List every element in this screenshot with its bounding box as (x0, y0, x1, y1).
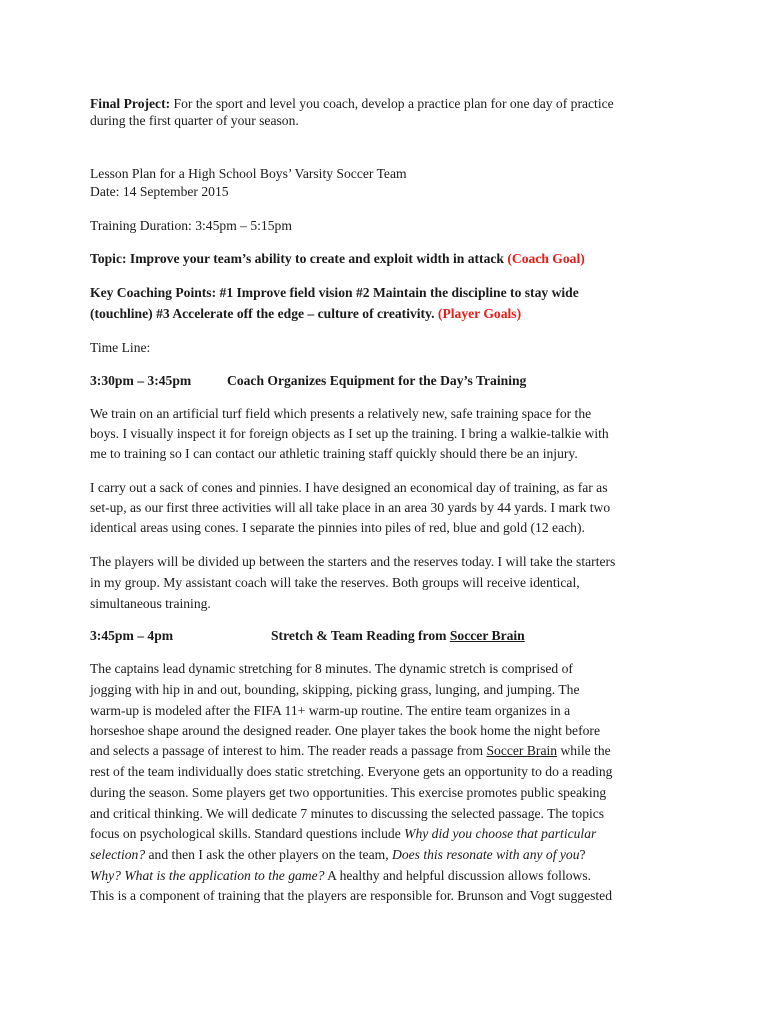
para4-line-7: during the season. Some players get two opportunities. This exercise promotes public speaking (90, 785, 607, 800)
para4-line-10-text: and then I ask the other players on the team, (145, 847, 392, 862)
key-points-text: (touchline) #3 Accelerate off the edge – culture of creativity. (90, 306, 438, 321)
final-project-label: Final Project: (90, 96, 171, 111)
para4-line-9-text: focus on psychological skills. Standard questions include (90, 826, 405, 841)
para4-line-5 (90, 743, 611, 759)
section-heading-2 (90, 628, 525, 644)
para4-line-5-text: and selects a passage of interest to him. The reader reads a passage from (90, 743, 487, 758)
para4-line-8: and critical thinking. We will dedicate 7 minutes to discussing the selected passage. The topics (90, 806, 605, 821)
para4-line-6: rest of the team individually does static stretching. Everyone gets an opportunity to do a reading (90, 764, 613, 779)
para3-line-3: simultaneous training. (90, 596, 211, 611)
para4-line-12: This is a component of training that the players are responsible for. Brunson and Vogt suggested (90, 888, 613, 903)
question-1: Why did you choose that particular (404, 826, 597, 841)
lesson-date: Date: 14 September 2015 (90, 184, 229, 199)
lesson-title: Lesson Plan for a High School Boys’ Varsity Soccer Team (90, 166, 407, 181)
para4-line-11 (90, 868, 591, 884)
coach-goal-tag: (Coach Goal) (507, 251, 585, 266)
question-2-mark: ? (579, 847, 586, 862)
para2-line-2: set-up, as our first three activities will all take place in an area 30 yards by 44 yards. I mark two (90, 500, 611, 515)
book-title-ref: Soccer Brain (486, 743, 558, 758)
key-points-line-1: Key Coaching Points: #1 Improve field vision #2 Maintain the discipline to stay wide (90, 285, 579, 300)
final-project-line-2: during the first quarter of your season. (90, 113, 299, 128)
para4-line-10 (90, 847, 586, 863)
key-points-line-2 (90, 306, 521, 322)
para4-line-11-text: A healthy and helpful discussion allows follows. (324, 868, 592, 883)
player-goals-tag: (Player Goals) (437, 306, 522, 321)
para4-line-2: jogging with hip in and out, bounding, skipping, picking grass, lunging, and jumping. The (90, 682, 580, 697)
final-project-line-1 (90, 96, 614, 112)
para1-line-2: boys. I visually inspect it for foreign objects as I set up the training. I bring a walkie-talkie with (90, 426, 609, 441)
para4-line-5-tail: while the (557, 743, 611, 758)
para1-line-1: We train on an artificial turf field which presents a relatively new, safe training space for the (90, 406, 592, 421)
final-project-text: For the sport and level you coach, develop a practice plan for one day of practice (170, 96, 614, 111)
topic-line (90, 251, 585, 267)
question-2: Does this resonate with any of you (392, 847, 580, 862)
para1-line-3: me to training so I can contact our athletic training staff quickly should there be an injury. (90, 446, 578, 461)
para2-line-1: I carry out a sack of cones and pinnies. I have designed an economical day of training, as far as (90, 480, 608, 495)
para3-line-2: in my group. My assistant coach will take the reserves. Both groups will receive identical, (90, 575, 580, 590)
topic-label: Topic: (90, 251, 127, 266)
para4-line-3: warm-up is modeled after the FIFA 11+ warm-up routine. The entire team organizes in a (90, 703, 571, 718)
section-2-title: Stretch & Team Reading from (271, 628, 450, 643)
section-2-time: 3:45pm – 4pm (90, 628, 174, 643)
timeline-label: Time Line: (90, 340, 151, 355)
question-3: Why? What is the application to the game? (90, 868, 325, 883)
training-duration: Training Duration: 3:45pm – 5:15pm (90, 218, 292, 233)
para4-line-1: The captains lead dynamic stretching for 8 minutes. The dynamic stretch is comprised of (90, 661, 573, 676)
para4-line-9 (90, 826, 596, 842)
section-1-title: Coach Organizes Equipment for the Day’s Training (227, 373, 527, 388)
topic-text: Improve your team’s ability to create and exploit width in attack (126, 251, 508, 266)
para4-line-4: horseshoe shape around the designed reader. One player takes the book home the night before (90, 723, 600, 738)
question-1-end: selection? (90, 847, 146, 862)
section-1-time: 3:30pm – 3:45pm (90, 373, 192, 388)
para2-line-3: identical areas using cones. I separate the pinnies into piles of red, blue and gold (12 each). (90, 520, 585, 535)
section-2-book-title: Soccer Brain (449, 628, 525, 643)
section-heading-1 (90, 373, 526, 389)
para3-line-1: The players will be divided up between the starters and the reserves today. I will take the starters (90, 554, 616, 569)
